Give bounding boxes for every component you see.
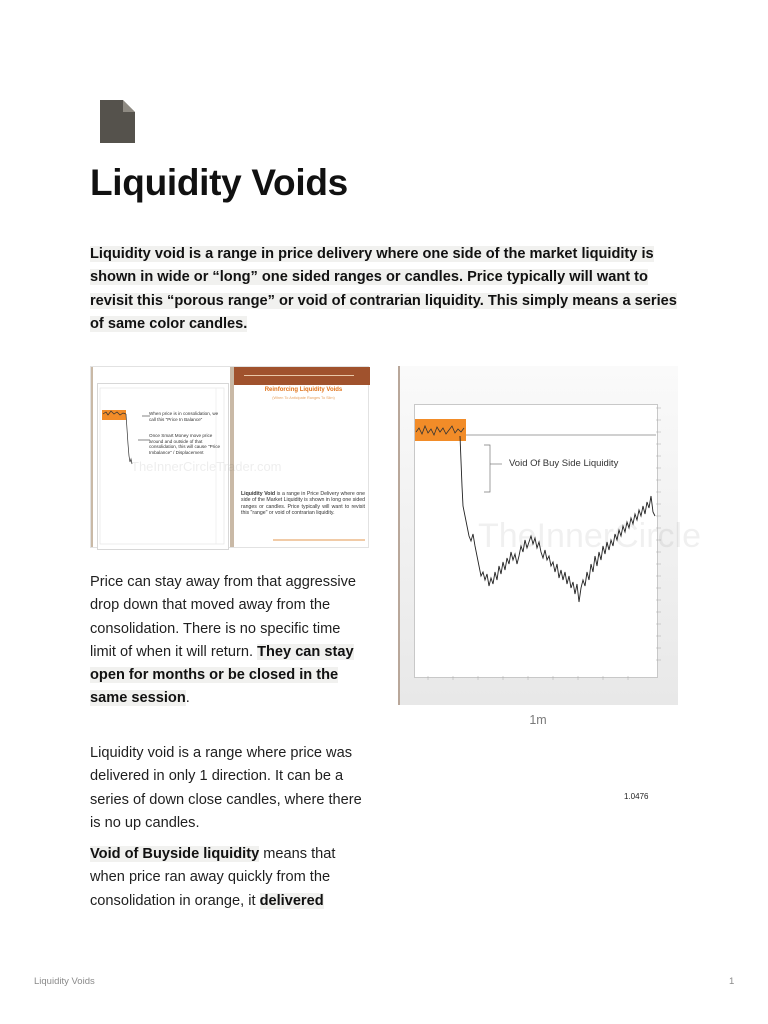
p3-bold: Void of Buyside liquidity xyxy=(90,846,260,862)
page-title: Liquidity Voids xyxy=(90,162,348,203)
p1-bold: They can stay open for months or be closed in the same session xyxy=(90,643,354,707)
panel-title: Reinforcing Liquidity Voids xyxy=(264,387,343,393)
page-number: 1 xyxy=(729,976,735,987)
panel-subtitle: (When To Anticipate Ranges To Slim) xyxy=(272,396,335,400)
definition-text xyxy=(241,491,365,516)
p1-text: Price can stay away from that aggressive drop down that moved away from the consolidation. There is no specific time limit of when it will return. xyxy=(90,574,357,660)
document-icon xyxy=(100,100,135,143)
annotation-balance: When price is in consolidation, we call this "Price In Balance" xyxy=(149,411,219,422)
paragraph-definition: Liquidity void is a range where price was delivered in only 1 direction. It can be a series of down close candles, where there is no up candles. xyxy=(90,745,362,831)
intro-paragraph xyxy=(90,243,682,336)
footer-title: Liquidity Voids xyxy=(34,976,95,987)
image-caption: 1m xyxy=(529,713,547,727)
void-annotation: Void Of Buy Side Liquidity xyxy=(509,458,619,469)
p1-end: . xyxy=(185,690,190,707)
banner-rule xyxy=(244,375,354,376)
paragraph-time-limit xyxy=(90,571,370,711)
watermark: TheInnerCircleTrader.com xyxy=(131,459,282,474)
image-edge xyxy=(91,367,93,547)
intro-highlight: Liquidity void is a range in price delivery where one side of the market liquidity is shown in wide or “long” one sided ranges or candles. Price typically will want to revisit this “porous range” or void of contrarian liquidity. This simply means a series of same color candles. xyxy=(90,246,677,332)
annotation-imbalance: Once Smart Money move price around and outside of that consolidation, this will cause "Price Imbalance" / Displacement xyxy=(149,433,221,455)
paragraph-buyside xyxy=(90,843,370,913)
definition-rest: is a range in Price Delivery where one side of the Market Liquidity is shown in long one sided ranges or candles. Price typically will want to revisit this "range" or void of contrarian liquidity. xyxy=(241,491,366,516)
image-divider xyxy=(230,367,234,547)
chart-watermark: TheInnerCircle xyxy=(478,517,701,555)
reinforcing-liquidity-voids-image xyxy=(90,366,369,548)
definition-term: Liquidity Void xyxy=(241,491,276,497)
p3-text: means that when price ran away quickly from the consolidation in orange, it xyxy=(90,846,336,909)
top-banner xyxy=(234,367,370,385)
price-level-label: 1.0476 xyxy=(624,792,649,801)
p3-bold-end: delivered xyxy=(259,892,324,909)
panel-footer-rule xyxy=(273,539,365,541)
